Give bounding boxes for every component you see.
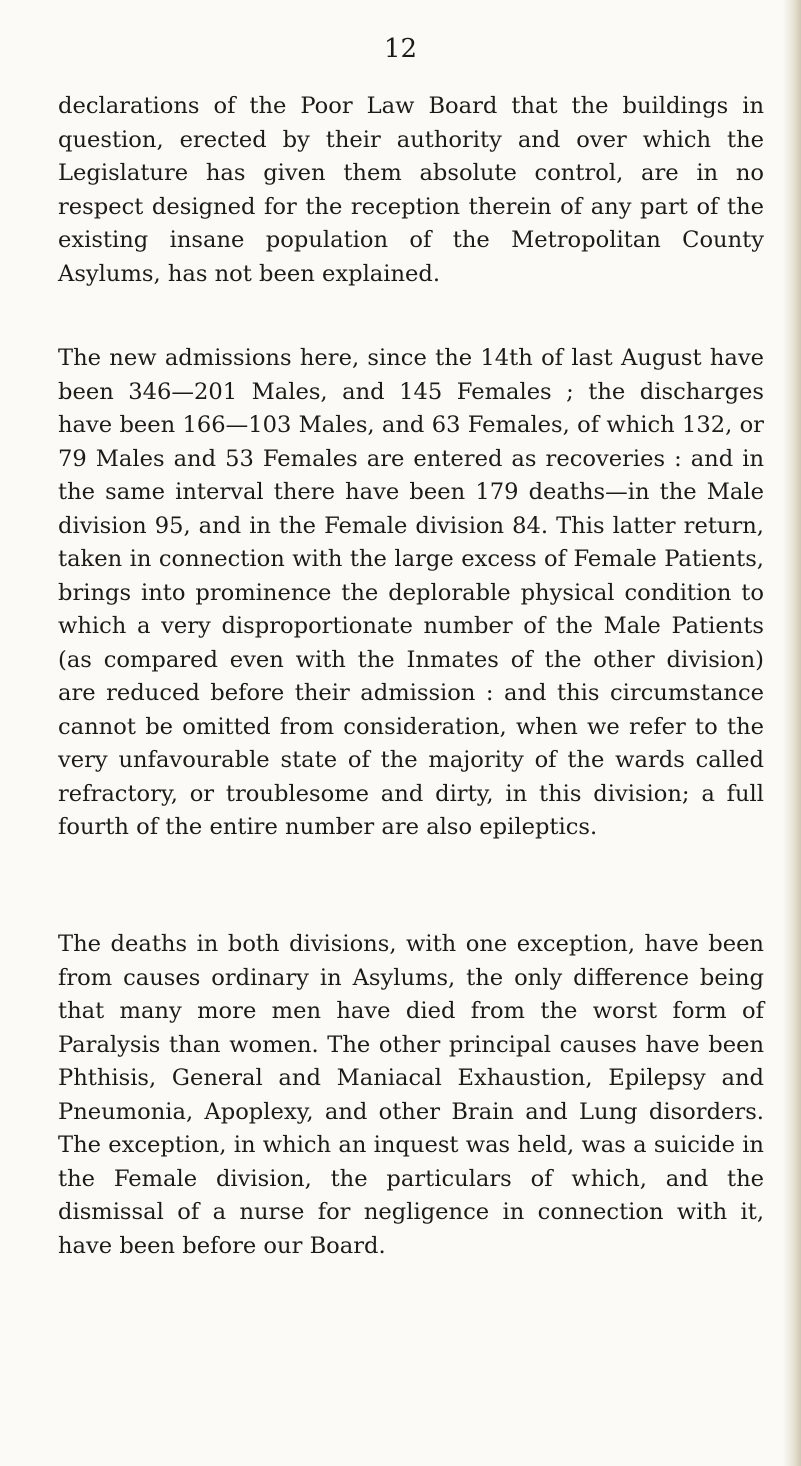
- page-edge-shadow: [783, 0, 801, 1466]
- paragraph-poor-law-board: declarations of the Poor Law Board that the buildings in question, erected by their authority and over which the Legislature has given them absolute control, are in no respect designed for the reception therein of any part of the existing insane population of the Metropolitan County Asylums, has not been explained.: [58, 93, 764, 287]
- page-number: 12: [383, 34, 418, 64]
- paragraph-causes-of-death: The deaths in both divisions, with one exception, have been from causes ordinary in Asylums, the only difference being that many more men have died from the worst form of Paralysis than women. The other principal causes have been Phthisis, General and Maniacal Exhaustion, Epilepsy and Pneumonia, Apoplexy, and other Brain and Lung disorders. The exception, in which an inquest was held, was a suicide in the Female division, the particulars of which, and the dismissal of a nurse for negligence in connection with it, have been before our Board.: [58, 931, 764, 1259]
- paragraph-admissions-discharges: The new admissions here, since the 14th of last August have been 346—201 Males, and 145 Females ; the discharges have been 166—103 Males, and 63 Females, of which 132, or 79 Males and 53 Females are entered as recoveries : and in the same interval there have been 179 deaths—in the Male division 95, and in the Female division 84. This latter return, taken in connection with the large excess of Female Patients, brings into prominence the deplorable physical condition to which a very disproportionate number of the Male Patients (as compared even with the Inmates of the other division) are reduced before their admission : and this circumstance cannot be omitted from consideration, when we refer to the very unfavourable state of the majority of the wards called refractory, or troublesome and dirty, in this division; a full fourth of the entire number are also epileptics.: [58, 345, 764, 840]
